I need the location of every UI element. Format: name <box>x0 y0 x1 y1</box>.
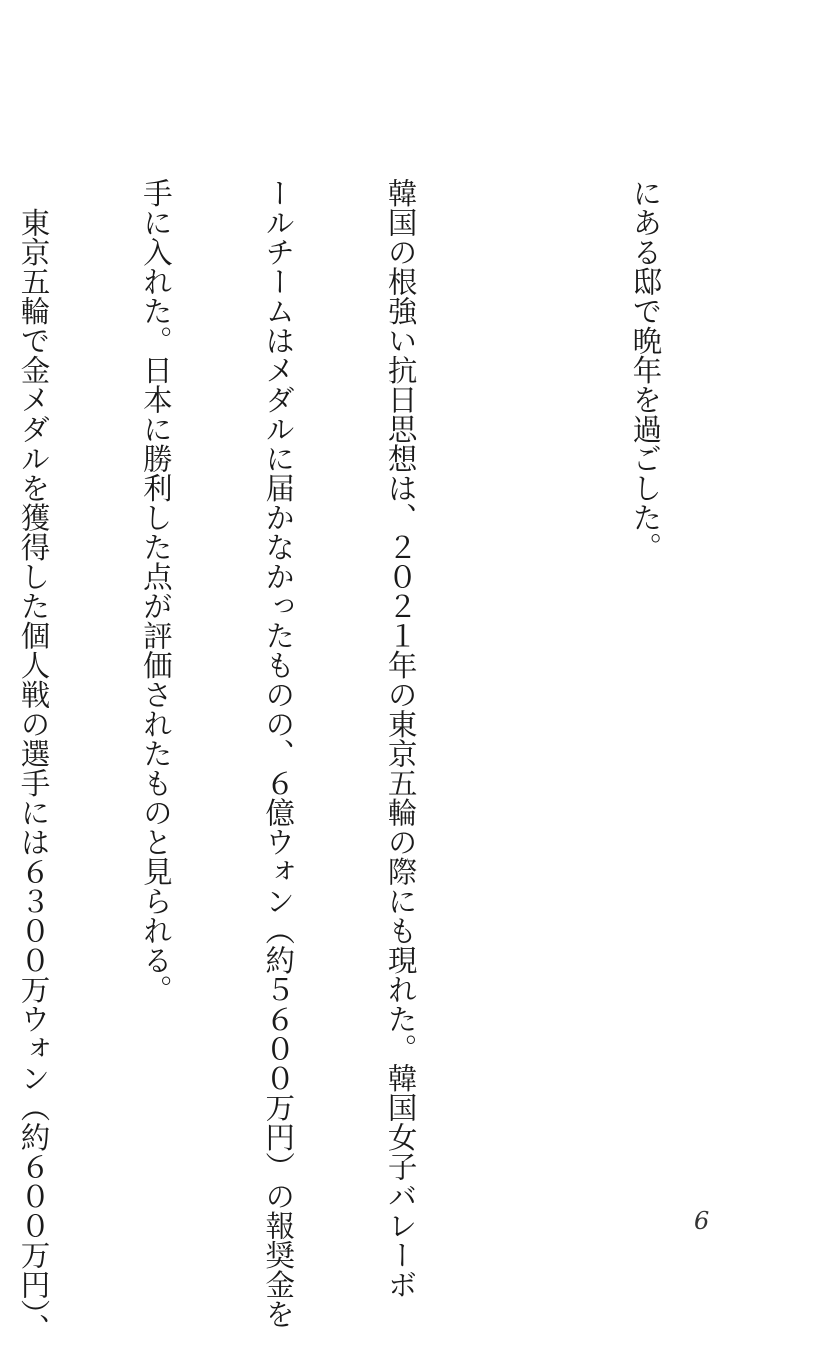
vertical-body-text <box>0 178 747 1344</box>
text-line: にある邸で晩年を過ごした。 <box>628 178 663 562</box>
blank-line <box>502 178 543 1188</box>
text-line: ールチームはメダルに届かなかったものの、６億ウォン（約５６００万円）の報奨金を <box>261 178 296 1329</box>
page-number: 6 <box>694 1207 710 1235</box>
text-line: 東京五輪で金メダルを獲得した個人戦の選手には６３００万ウォン（約６００万円）、 <box>16 178 51 1344</box>
text-line: 韓国の根強い抗日思想は、２０２１年の東京五輪の際にも現れた。韓国女子バレーボ <box>383 178 418 1299</box>
text-line: 手に入れた。日本に勝利した点が評価されたものと見られる。 <box>138 178 173 1004</box>
